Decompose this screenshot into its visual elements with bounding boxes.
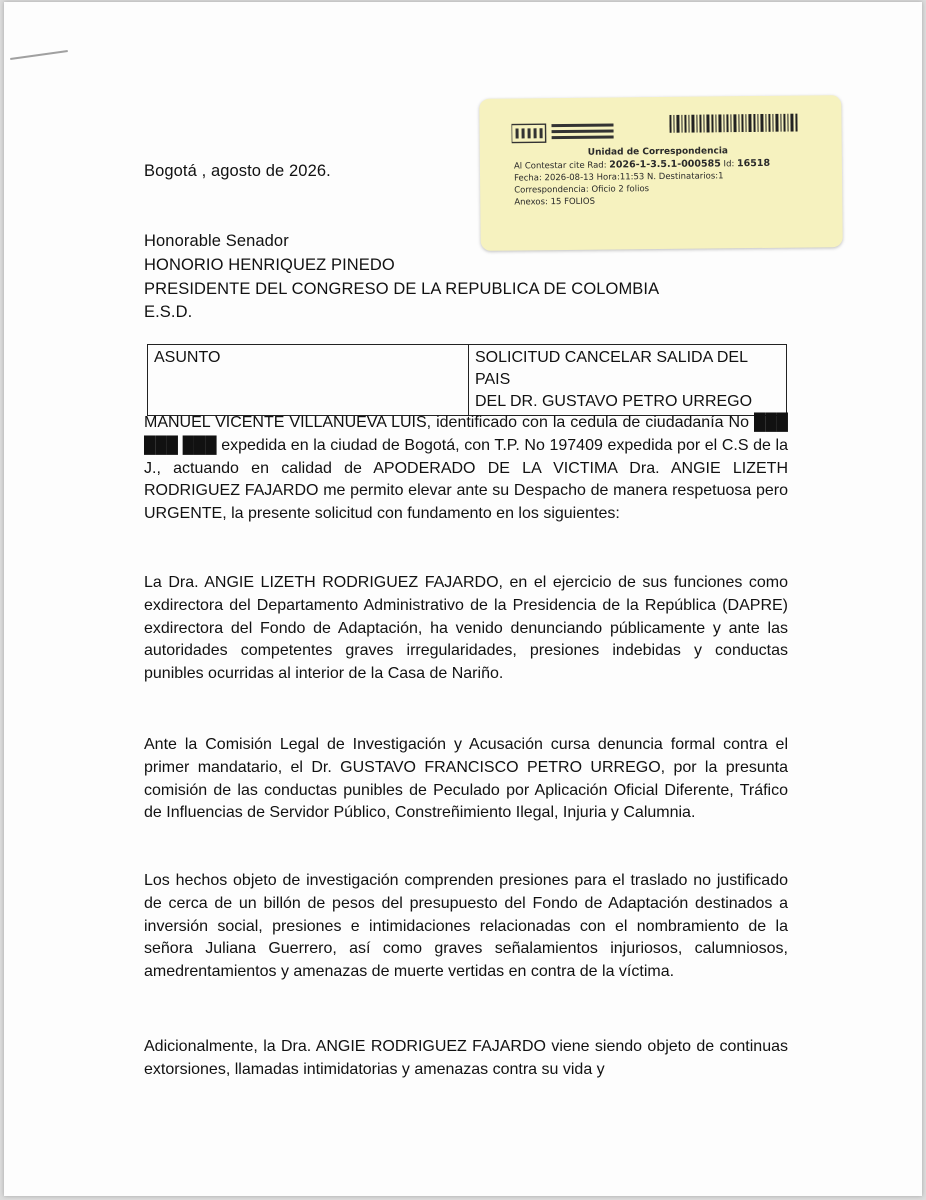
recipient-name: HONORIO HENRIQUEZ PINEDO: [144, 256, 395, 274]
esd-abbreviation: E.S.D.: [144, 303, 193, 321]
recipient-title: PRESIDENTE DEL CONGRESO DE LA REPUBLICA DE COLOMBIA: [144, 280, 660, 298]
paragraph-2: La Dra. ANGIE LIZETH RODRIGUEZ FAJARDO, en el ejercicio de sus funciones como exdirectora del Departamento Administrativo de la Presidencia de la República (DAPRE) exdirectora del Fondo de Adaptación, ha venido denunciando públicamente y ante las autoridades competentes graves irregularidades, presiones indebidas y conductas punibles ocurridas al interior de la Casa de Nariño.: [144, 574, 788, 683]
paragraph-1: MANUEL VICENTE VILLANUEVA LUIS, identificado con la cedula de ciudadanía No ███ ███ ███ expedida en la ciudad de Bogotá, con T.P. No 197409 expedida por el C.S de la J., actuando en calidad de APODERADO DE LA VICTIMA Dra. ANGIE LIZETH RODRIGUEZ FAJARDO me permito elevar ante su Despacho de manera respetuosa pero URGENTE, la presente solicitud con fundamento en los siguientes:: [144, 414, 788, 523]
subject-table: [147, 344, 787, 416]
place-date: Bogotá , agosto de 2026.: [144, 162, 331, 180]
stamp-id-value: 16518: [736, 157, 771, 170]
paragraph-3: Ante la Comisión Legal de Investigación y Acusación cursa denuncia formal contra el primer mandatario, el Dr. GUSTAVO FRANCISCO PETRO URREGO, por la presunta comisión de las conductas punibles de Peculado por Aplicación Oficial Diferente, Tráfico de Influencias de Servidor Público, Constreñimiento Ilegal, Injuria y Calumnia.: [144, 736, 788, 822]
stamp-anexos: Anexos: 15 FOLIOS: [514, 196, 596, 208]
stamp-rad-value: 2026-1-3.5.1-000585: [609, 158, 721, 171]
barcode-icon: [669, 114, 799, 133]
subject-line-2: DEL DR. GUSTAVO PETRO URREGO: [475, 393, 753, 410]
paragraph-5: Adicionalmente, la Dra. ANGIE RODRIGUEZ FAJARDO viene siendo objeto de continuas extorsiones, llamadas intimidatorias y amenazas contra su vida y: [144, 1038, 788, 1078]
stamp-id-label: Id:: [723, 159, 735, 170]
pen-mark: [10, 50, 68, 60]
subject-label: ASUNTO: [148, 345, 469, 416]
paragraph-4: Los hechos objeto de investigación comprenden presiones para el traslado no justificado de cerca de un billón de pesos del presupuesto del Fondo de Adaptación destinados a inversión social, presiones e intimidaciones relacionadas con el nombramiento de la señora Juliana Guerrero, así como graves señalamientos injuriosos, calumniosos, amedrentamientos y amenazas de muerte vertidas en contra de la víctima.: [144, 872, 788, 981]
stamp-fecha: Fecha: 2026-08-13 Hora:11:53 N. Destinatarios:1: [513, 171, 724, 184]
document-page: [4, 2, 922, 1196]
subject-content: [469, 345, 787, 416]
senate-logo-icon: [511, 121, 615, 144]
salutation: Honorable Senador: [144, 232, 289, 250]
stamp-correspondencia: Correspondencia: Oficio 2 folios: [514, 184, 650, 196]
stamp-rad-label: Al Contestar cite Rad:: [513, 160, 607, 172]
correspondence-stamp: [479, 95, 843, 251]
subject-line-1: SOLICITUD CANCELAR SALIDA DEL PAIS: [475, 349, 748, 388]
stamp-unit-label: Unidad de Correspondencia: [587, 146, 729, 158]
